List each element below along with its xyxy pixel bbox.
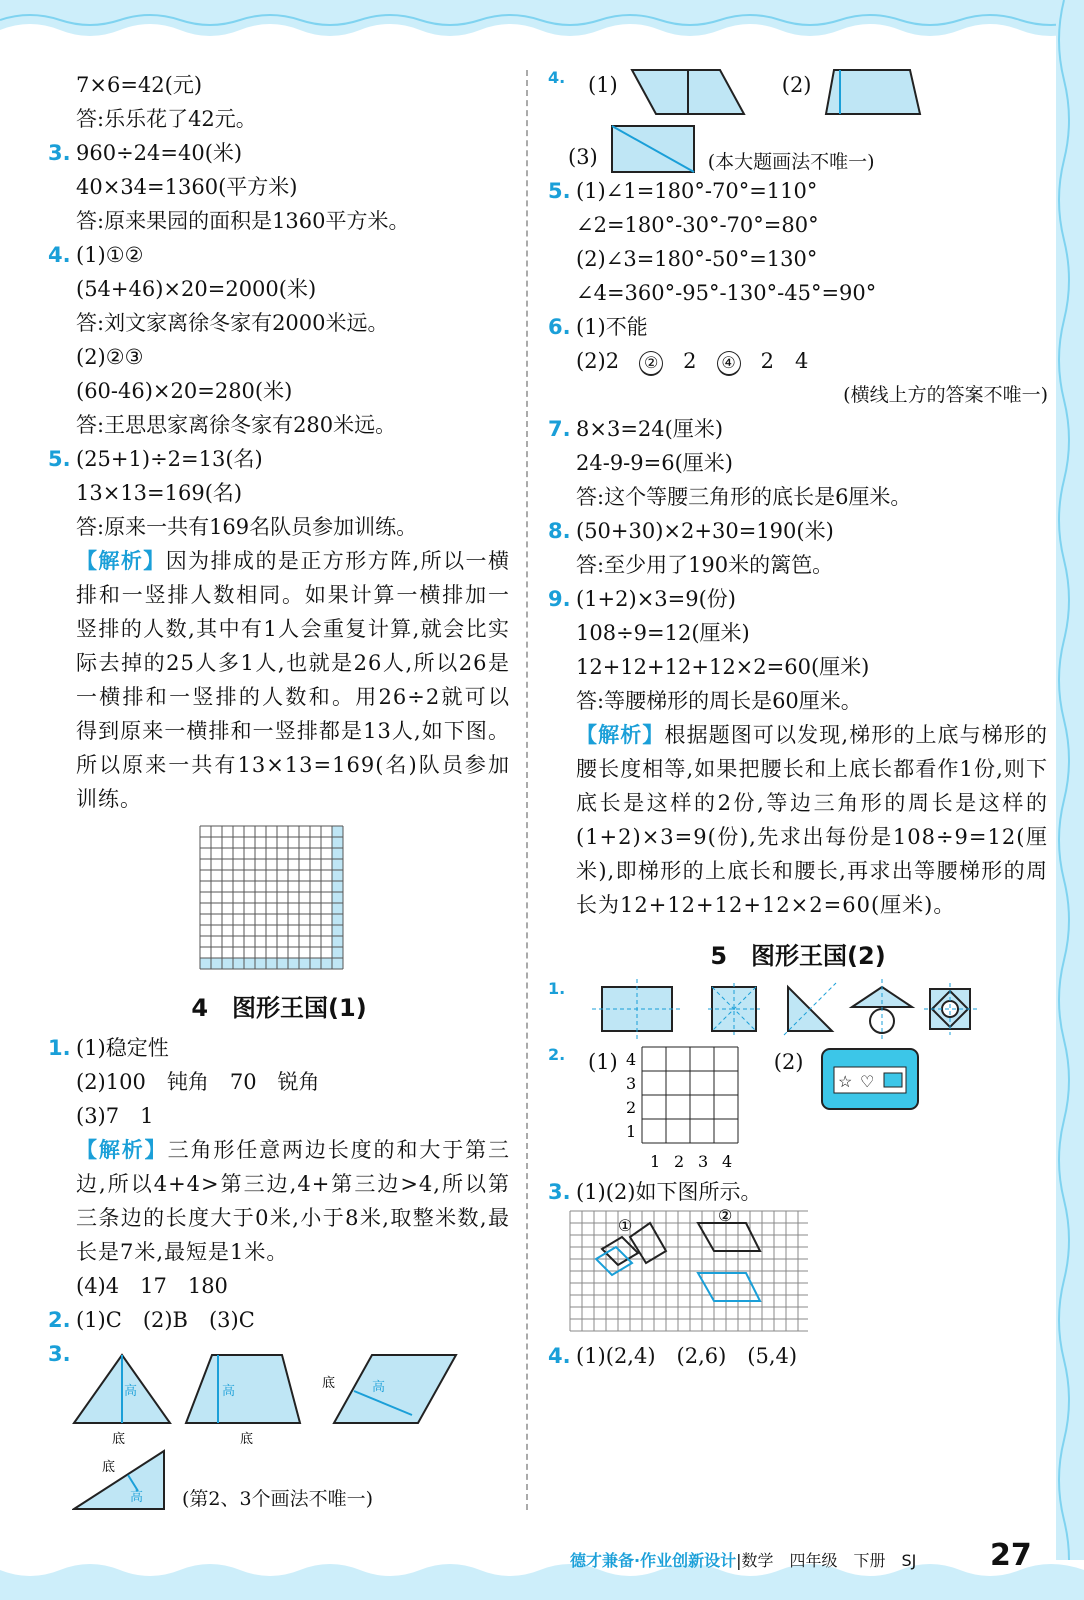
label-gao: 高 bbox=[124, 1384, 138, 1399]
label-di: 底 bbox=[240, 1432, 254, 1447]
col-label: 4 bbox=[721, 1152, 732, 1171]
answer-line: 13×13=169(名) bbox=[76, 481, 243, 505]
part-label: (2) bbox=[781, 73, 812, 97]
right-column bbox=[548, 68, 1048, 1373]
altitude-drawings bbox=[72, 1351, 472, 1447]
column-divider bbox=[526, 70, 528, 1510]
square-formation-grid bbox=[198, 824, 358, 974]
analysis-paragraph bbox=[48, 544, 510, 816]
answer-line: (2)100 钝角 70 锐角 bbox=[76, 1070, 320, 1094]
footer-brand: 德才兼备·作业创新设计 bbox=[570, 1551, 737, 1570]
coordinate-symbol-grid bbox=[622, 1045, 762, 1175]
answer-line: 答:刘文家离徐冬家有2000米远。 bbox=[76, 311, 389, 335]
drawing-note: (本大题画法不唯一) bbox=[707, 151, 875, 173]
answer-line: (1)(2)如下图所示。 bbox=[576, 1180, 762, 1204]
analysis-label: 【解析】 bbox=[76, 1138, 168, 1162]
trapezoid-split-drawing bbox=[824, 68, 924, 118]
answer-line: 答:这个等腰三角形的底长是6厘米。 bbox=[576, 485, 912, 509]
analysis-paragraph bbox=[48, 1133, 510, 1269]
question-number: 3. bbox=[548, 1180, 571, 1204]
answer-line: ∠2=180°-30°-70°=80° bbox=[576, 213, 819, 237]
circled-answer: ④ bbox=[717, 351, 741, 376]
marker-1: ① bbox=[618, 1216, 633, 1235]
question-number: 4. bbox=[548, 68, 566, 87]
analysis-label: 【解析】 bbox=[76, 549, 166, 573]
label-di: 底 bbox=[102, 1460, 116, 1475]
right-wave-border bbox=[1044, 0, 1084, 1600]
answer-line: (1)C (2)B (3)C bbox=[76, 1308, 255, 1332]
answer-line: 7×6=42(元) bbox=[76, 73, 203, 97]
answer-line: (1)①② bbox=[76, 243, 144, 267]
question-number: 5. bbox=[48, 447, 71, 471]
section-title: 5 图形王国(2) bbox=[710, 942, 886, 970]
answer-line: (4)4 17 180 bbox=[76, 1274, 228, 1298]
answer-line: (50+30)×2+30=190(米) bbox=[576, 519, 834, 543]
label-gao: 高 bbox=[222, 1384, 236, 1399]
answer-line: 24-9-9=6(厘米) bbox=[576, 451, 733, 475]
bottom-wave-border bbox=[0, 1560, 1084, 1600]
section-title: 4 图形王国(1) bbox=[191, 994, 367, 1022]
row-label: 1 bbox=[625, 1122, 636, 1141]
answer-line: (1)(2,4) (2,6) (5,4) bbox=[576, 1344, 798, 1368]
circled-answer: ② bbox=[639, 351, 663, 376]
answer-line: (1)稳定性 bbox=[76, 1036, 169, 1060]
question-number: 4. bbox=[48, 243, 71, 267]
answer-line: (1)不能 bbox=[576, 315, 648, 339]
answer-line: 8×3=24(厘米) bbox=[576, 417, 724, 441]
row-label: 2 bbox=[625, 1098, 636, 1117]
question-number: 3. bbox=[48, 141, 71, 165]
label-gao: 高 bbox=[130, 1490, 144, 1505]
answer-line: (1)∠1=180°-70°=110° bbox=[576, 179, 818, 203]
question-number: 9. bbox=[548, 587, 571, 611]
answer-line: (54+46)×20=2000(米) bbox=[76, 277, 317, 301]
analysis-paragraph bbox=[548, 718, 1048, 922]
label-di: 底 bbox=[322, 1376, 336, 1391]
analysis-text: 三角形任意两边长度的和大于第三边,所以4+4>第三边,4+第三边>4,所以第三条边的长度大于0米,小于8米,取整米数,最长是7米,最短是1米。 bbox=[76, 1138, 511, 1264]
question-number: 1. bbox=[548, 979, 566, 998]
analysis-text: 因为排成的是正方形方阵,所以一横排和一竖排人数相同。如果计算一横排加一竖排的人数,其中有1人会重复计算,就会比实际去掉的25人多1人,也就是26人,所以26是一横排和一竖排的人数和。用26÷2就可以得到原来一横排和一竖排都是13人,如下图。所以原来一共有13×13=169(名)队员参加训练。 bbox=[76, 549, 510, 811]
answer-line: 答:等腰梯形的周长是60厘米。 bbox=[576, 689, 862, 713]
part-label: (2) bbox=[773, 1050, 804, 1074]
answer-note: (横线上方的答案不唯一) bbox=[843, 384, 1048, 406]
footer bbox=[570, 1548, 916, 1571]
treasure-box-drawing bbox=[816, 1045, 926, 1115]
answer-line: 40×34=1360(平方米) bbox=[76, 175, 298, 199]
answer-line: 12+12+12+12×2=60(厘米) bbox=[576, 655, 870, 679]
parallelogram-split-drawing bbox=[630, 68, 750, 118]
symmetry-axes-drawings bbox=[588, 979, 988, 1039]
right-triangle-drawing bbox=[72, 1447, 170, 1511]
answer-line: 答:原来果园的面积是1360平方米。 bbox=[76, 209, 410, 233]
col-label: 3 bbox=[697, 1152, 708, 1171]
col-label: 1 bbox=[649, 1152, 660, 1171]
rectangle-split-drawing bbox=[610, 124, 696, 174]
answer-line: (60-46)×20=280(米) bbox=[76, 379, 293, 403]
answer-line: (2)②③ bbox=[76, 345, 144, 369]
marker-2: ② bbox=[718, 1209, 733, 1225]
row-label: 3 bbox=[625, 1074, 636, 1093]
answer-part: 2 bbox=[683, 349, 697, 373]
col-label: 2 bbox=[673, 1152, 684, 1171]
answer-part: (2)2 bbox=[576, 349, 620, 373]
answer-line: (1+2)×3=9(份) bbox=[576, 587, 737, 611]
star-icon: ☆ bbox=[837, 1072, 852, 1091]
footer-info: |数学 四年级 下册 SJ bbox=[736, 1551, 917, 1570]
question-number: 3. bbox=[48, 1342, 71, 1366]
answer-line: 108÷9=12(厘米) bbox=[576, 621, 750, 645]
answer-line: (2)∠3=180°-50°=130° bbox=[576, 247, 818, 271]
label-di: 底 bbox=[112, 1432, 126, 1447]
part-label: (1) bbox=[588, 1050, 618, 1074]
analysis-label: 【解析】 bbox=[576, 723, 665, 747]
question-number: 7. bbox=[548, 417, 571, 441]
rectangle-icon bbox=[884, 1073, 902, 1087]
page-number: 27 bbox=[990, 1538, 1032, 1573]
left-column bbox=[48, 68, 510, 1511]
question-number: 2. bbox=[548, 1045, 566, 1064]
answer-line: 960÷24=40(米) bbox=[76, 141, 243, 165]
question-number: 2. bbox=[48, 1308, 71, 1332]
question-number: 1. bbox=[48, 1036, 71, 1060]
question-number: 5. bbox=[548, 179, 571, 203]
answer-line: 答:原来一共有169名队员参加训练。 bbox=[76, 515, 418, 539]
heart-icon: ♡ bbox=[859, 1072, 874, 1091]
analysis-text: 根据题图可以发现,梯形的上底与梯形的腰长度相等,如果把腰长和上底长都看作1份,则下底长是这样的2份,等边三角形的周长是这样的(1+2)×3=9(份),先求出每份是108÷9=12(厘米),即梯形的上底长和腰长,再求出等腰梯形的周长为12+12+12+12×2=60(厘米)。 bbox=[576, 723, 1048, 917]
question-number: 8. bbox=[548, 519, 571, 543]
answer-line: (25+1)÷2=13(名) bbox=[76, 447, 263, 471]
translation-grid-drawing bbox=[568, 1209, 808, 1339]
question-number: 4. bbox=[548, 1344, 571, 1368]
answer-line: 答:王思思家离徐冬家有280米远。 bbox=[76, 413, 397, 437]
drawing-note: (第2、3个画法不唯一) bbox=[182, 1488, 374, 1510]
row-label: 4 bbox=[625, 1050, 636, 1069]
answer-line: ∠4=360°-95°-130°-45°=90° bbox=[576, 281, 877, 305]
answer-part: 2 4 bbox=[760, 349, 809, 373]
part-label: (1) bbox=[588, 73, 618, 97]
label-gao: 高 bbox=[372, 1380, 386, 1395]
answer-line: 答:至少用了190米的篱笆。 bbox=[576, 553, 834, 577]
top-wave-border bbox=[0, 0, 1084, 40]
question-number: 6. bbox=[548, 315, 571, 339]
answer-line: (3)7 1 bbox=[76, 1104, 154, 1128]
answer-line bbox=[548, 344, 1048, 378]
part-label: (3) bbox=[568, 145, 598, 169]
answer-line: 答:乐乐花了42元。 bbox=[76, 107, 257, 131]
